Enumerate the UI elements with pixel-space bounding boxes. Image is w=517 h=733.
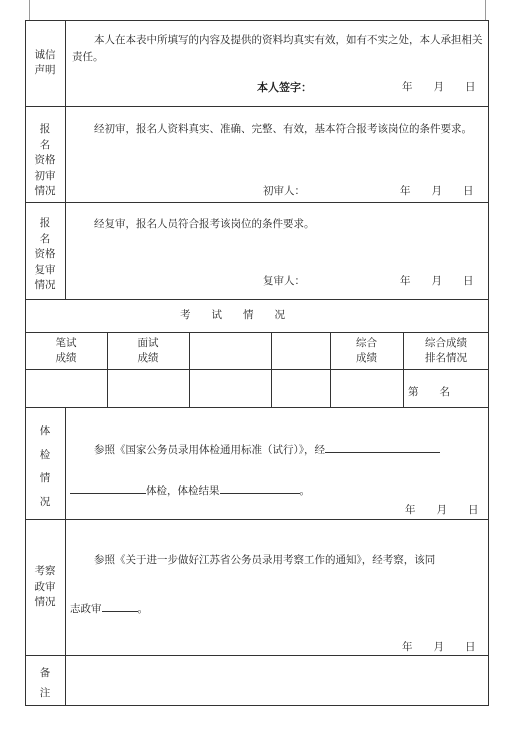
inspection-text-line1: 参照《关于进一步做好江苏省公务员录用考察工作的通知》，经考察，该同 bbox=[94, 554, 436, 566]
second-review-label bbox=[34, 216, 56, 294]
label-line: 资格 bbox=[34, 248, 56, 260]
label-line: 名 bbox=[39, 232, 51, 245]
label-line: 报 bbox=[39, 123, 51, 135]
inspection-text-end: 。 bbox=[137, 603, 148, 615]
header-line: 排名情况 bbox=[425, 352, 467, 364]
header-line: 成绩 bbox=[55, 352, 77, 364]
first-review-date: 年 月 日 bbox=[400, 185, 474, 197]
row-divider bbox=[25, 407, 489, 408]
remarks-label bbox=[35, 663, 55, 703]
integrity-statement: 本人在本表中所填写的内容及提供的资料均真实有效，如有不实之处，本人承担相关责任。 bbox=[72, 34, 483, 63]
physical-date-blank[interactable] bbox=[70, 481, 146, 494]
integrity-date: 年 月 日 bbox=[402, 81, 476, 93]
header-line: 成绩 bbox=[356, 352, 377, 364]
physical-text-line2 bbox=[70, 481, 310, 499]
written-score-header bbox=[25, 336, 107, 366]
label-line: 体 bbox=[39, 425, 51, 437]
header-line: 综合成绩 bbox=[425, 337, 467, 349]
row-divider bbox=[25, 519, 489, 520]
second-review-date: 年 月 日 bbox=[400, 275, 474, 287]
label-line: 复审 bbox=[34, 263, 56, 276]
label-line: 诚信 bbox=[34, 49, 56, 61]
crop-mark-left bbox=[29, 0, 31, 20]
row-divider bbox=[25, 299, 489, 300]
label-line: 资格 bbox=[34, 154, 56, 166]
row-divider bbox=[25, 332, 489, 333]
label-line: 情况 bbox=[34, 279, 56, 291]
interview-score-header bbox=[107, 336, 189, 366]
inspection-label bbox=[33, 564, 57, 611]
header-line: 综合 bbox=[356, 337, 377, 349]
label-line: 注 bbox=[39, 687, 51, 699]
label-line: 备 bbox=[39, 667, 51, 679]
label-line: 考察 bbox=[34, 565, 56, 577]
row-divider bbox=[25, 369, 489, 370]
crop-mark-right bbox=[485, 0, 487, 20]
signature-label: 本人签字： bbox=[257, 81, 312, 94]
physical-text-mid: 体检，体检结果 bbox=[146, 485, 220, 497]
label-line: 况 bbox=[39, 495, 51, 508]
label-line: 初审 bbox=[34, 169, 56, 182]
physical-text-line1 bbox=[94, 440, 440, 458]
inspection-text-line2 bbox=[70, 599, 148, 617]
exam-title: 考 试 情 况 bbox=[180, 309, 285, 321]
col-divider bbox=[65, 407, 66, 706]
physical-text-end: 。 bbox=[299, 485, 310, 497]
header-line: 面试 bbox=[137, 337, 159, 349]
integrity-label bbox=[34, 47, 56, 77]
label-line: 政审 bbox=[34, 580, 56, 593]
row-divider bbox=[25, 202, 489, 203]
label-line: 情况 bbox=[34, 596, 56, 608]
col-divider bbox=[189, 332, 190, 407]
label-line: 报 bbox=[39, 217, 51, 229]
rank-text: 第 名 bbox=[408, 386, 450, 398]
inspection-date: 年 月 日 bbox=[402, 641, 476, 653]
composite-score-header bbox=[330, 336, 403, 366]
physical-text-before: 参照《国家公务员录用体检通用标准（试行）》，经 bbox=[94, 444, 325, 456]
label-line: 声明 bbox=[34, 64, 56, 76]
label-line: 名 bbox=[39, 138, 51, 151]
label-line: 检 bbox=[39, 448, 51, 461]
first-review-text: 经初审，报名人资料真实、准确、完整、有效，基本符合报考该岗位的条件要求。 bbox=[94, 123, 472, 135]
physical-hospital-blank[interactable] bbox=[325, 440, 440, 453]
second-review-text: 经复审，报名人员符合报考该岗位的条件要求。 bbox=[94, 218, 315, 230]
second-reviewer-label: 复审人： bbox=[263, 275, 305, 287]
col-divider bbox=[65, 20, 66, 299]
first-review-label bbox=[34, 122, 56, 200]
ranking-header bbox=[403, 336, 489, 366]
inspection-text-b: 志政审 bbox=[70, 603, 102, 615]
col-divider bbox=[271, 332, 272, 407]
physical-result-blank[interactable] bbox=[220, 481, 300, 494]
label-line: 情况 bbox=[34, 185, 56, 197]
row-divider bbox=[25, 106, 489, 107]
label-line: 情 bbox=[39, 472, 51, 484]
physical-date: 年 月 日 bbox=[405, 504, 479, 516]
first-reviewer-label: 初审人： bbox=[263, 185, 305, 197]
inspection-result-blank[interactable] bbox=[102, 599, 138, 612]
physical-label bbox=[35, 420, 55, 514]
row-divider bbox=[25, 655, 489, 656]
header-line: 笔试 bbox=[55, 337, 77, 349]
header-line: 成绩 bbox=[137, 352, 159, 364]
